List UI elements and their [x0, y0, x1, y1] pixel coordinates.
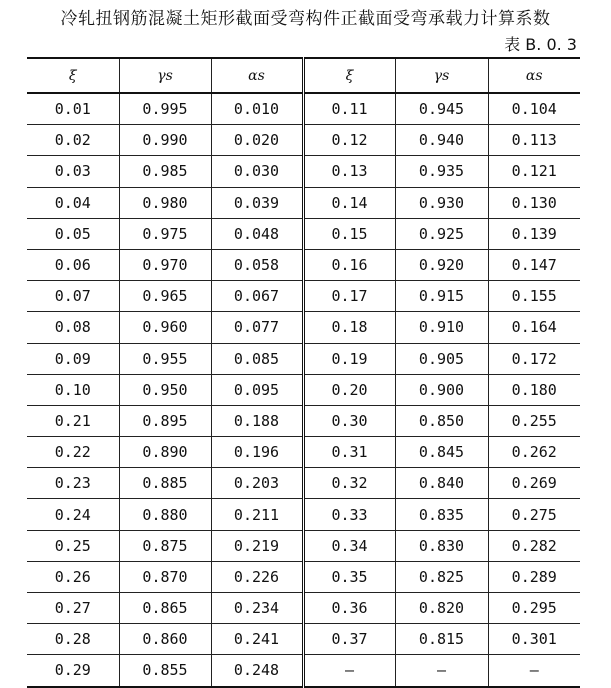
table-cell: 0.27	[27, 593, 119, 624]
table-row	[27, 249, 580, 280]
table-row	[27, 437, 580, 468]
table-cell: 0.085	[211, 343, 303, 374]
table-cell: 0.147	[488, 249, 580, 280]
table-cell: 0.241	[211, 624, 303, 655]
table-cell: 0.01	[27, 93, 119, 125]
table-number: 表 B. 0. 3	[504, 35, 577, 54]
table-cell: 0.870	[119, 561, 211, 592]
table-cell: 0.965	[119, 281, 211, 312]
table-cell: 0.915	[395, 281, 488, 312]
table-cell: 0.985	[119, 156, 211, 187]
column-header-alpha-s: αs	[488, 58, 580, 93]
table-cell: 0.067	[211, 281, 303, 312]
table-cell: 0.24	[27, 499, 119, 530]
table-cell: 0.18	[303, 312, 395, 343]
table-cell: 0.08	[27, 312, 119, 343]
table-cell: 0.262	[488, 437, 580, 468]
table-cell: 0.164	[488, 312, 580, 343]
table-cell: 0.14	[303, 187, 395, 218]
table-row	[27, 374, 580, 405]
table-cell: 0.11	[303, 93, 395, 125]
table-cell: 0.095	[211, 374, 303, 405]
table-cell: 0.945	[395, 93, 488, 125]
table-cell: 0.940	[395, 125, 488, 156]
table-cell: 0.34	[303, 530, 395, 561]
table-row	[27, 405, 580, 436]
table-cell: 0.269	[488, 468, 580, 499]
table-cell: 0.23	[27, 468, 119, 499]
table-cell: 0.289	[488, 561, 580, 592]
table-cell: 0.35	[303, 561, 395, 592]
table-cell: 0.155	[488, 281, 580, 312]
table-cell: 0.900	[395, 374, 488, 405]
table-cell: 0.20	[303, 374, 395, 405]
table-cell: 0.825	[395, 561, 488, 592]
table-cell: 0.885	[119, 468, 211, 499]
table-cell: 0.211	[211, 499, 303, 530]
table-cell: 0.12	[303, 125, 395, 156]
table-cell: —	[303, 655, 395, 687]
table-cell: 0.875	[119, 530, 211, 561]
page-title: 冷轧扭钢筋混凝土矩形截面受弯构件正截面受弯承载力计算系数	[60, 9, 551, 29]
table-row	[27, 218, 580, 249]
table-cell: 0.203	[211, 468, 303, 499]
table-cell: 0.15	[303, 218, 395, 249]
column-header-alpha-s: αs	[211, 58, 303, 93]
column-header-xi: ξ	[27, 58, 119, 93]
table-row	[27, 125, 580, 156]
table-cell: 0.22	[27, 437, 119, 468]
table-cell: 0.121	[488, 156, 580, 187]
table-cell: 0.28	[27, 624, 119, 655]
table-row	[27, 281, 580, 312]
table-cell: 0.30	[303, 405, 395, 436]
table-cell: 0.05	[27, 218, 119, 249]
table-cell: 0.139	[488, 218, 580, 249]
table-cell: 0.920	[395, 249, 488, 280]
table-cell: 0.31	[303, 437, 395, 468]
table-cell: 0.880	[119, 499, 211, 530]
table-cell: 0.19	[303, 343, 395, 374]
table-cell: 0.188	[211, 405, 303, 436]
table-cell: 0.990	[119, 125, 211, 156]
table-cell: 0.219	[211, 530, 303, 561]
table-row	[27, 93, 580, 125]
table-cell: 0.910	[395, 312, 488, 343]
table-cell: 0.301	[488, 624, 580, 655]
table-cell: 0.17	[303, 281, 395, 312]
table-cell: 0.130	[488, 187, 580, 218]
table-cell: 0.03	[27, 156, 119, 187]
table-cell: 0.10	[27, 374, 119, 405]
table-cell: 0.048	[211, 218, 303, 249]
table-cell: 0.930	[395, 187, 488, 218]
table-cell: 0.09	[27, 343, 119, 374]
table-cell: 0.855	[119, 655, 211, 687]
table-cell: 0.37	[303, 624, 395, 655]
table-cell: 0.955	[119, 343, 211, 374]
column-header-gamma-s: γs	[395, 58, 488, 93]
table-cell: 0.058	[211, 249, 303, 280]
table-cell: 0.25	[27, 530, 119, 561]
table-cell: 0.970	[119, 249, 211, 280]
table-cell: 0.255	[488, 405, 580, 436]
table-cell: 0.840	[395, 468, 488, 499]
table-cell: 0.234	[211, 593, 303, 624]
table-cell: 0.21	[27, 405, 119, 436]
table-cell: 0.975	[119, 218, 211, 249]
table-cell: 0.995	[119, 93, 211, 125]
table-cell: 0.172	[488, 343, 580, 374]
table-row	[27, 312, 580, 343]
table-cell: 0.010	[211, 93, 303, 125]
table-row	[27, 624, 580, 655]
table-cell: 0.835	[395, 499, 488, 530]
table-cell: 0.180	[488, 374, 580, 405]
table-row	[27, 468, 580, 499]
table-cell: 0.077	[211, 312, 303, 343]
table-cell: 0.04	[27, 187, 119, 218]
table-row	[27, 187, 580, 218]
table-row	[27, 343, 580, 374]
table-cell: 0.895	[119, 405, 211, 436]
table-row	[27, 156, 580, 187]
table-cell: 0.29	[27, 655, 119, 687]
table-cell: 0.226	[211, 561, 303, 592]
table-cell: 0.020	[211, 125, 303, 156]
table-cell: 0.13	[303, 156, 395, 187]
table-cell: 0.196	[211, 437, 303, 468]
table-row	[27, 499, 580, 530]
table-cell: 0.26	[27, 561, 119, 592]
table-row	[27, 593, 580, 624]
table-row	[27, 655, 580, 687]
table-cell: 0.295	[488, 593, 580, 624]
table-cell: 0.02	[27, 125, 119, 156]
table-cell: 0.32	[303, 468, 395, 499]
table-cell: 0.282	[488, 530, 580, 561]
table-cell: 0.07	[27, 281, 119, 312]
header-row	[27, 58, 580, 93]
column-header-xi: ξ	[303, 58, 395, 93]
table-cell: 0.16	[303, 249, 395, 280]
table-cell: 0.104	[488, 93, 580, 125]
table-cell: 0.845	[395, 437, 488, 468]
table-cell: —	[488, 655, 580, 687]
table-cell: 0.865	[119, 593, 211, 624]
table-cell: 0.33	[303, 499, 395, 530]
table-cell: —	[395, 655, 488, 687]
table-row	[27, 530, 580, 561]
table-body	[27, 93, 580, 687]
table-cell: 0.248	[211, 655, 303, 687]
table-cell: 0.36	[303, 593, 395, 624]
table-cell: 0.039	[211, 187, 303, 218]
table-cell: 0.935	[395, 156, 488, 187]
table-cell: 0.030	[211, 156, 303, 187]
table-cell: 0.275	[488, 499, 580, 530]
table-cell: 0.860	[119, 624, 211, 655]
table-cell: 0.905	[395, 343, 488, 374]
table-cell: 0.820	[395, 593, 488, 624]
table-cell: 0.850	[395, 405, 488, 436]
table-cell: 0.980	[119, 187, 211, 218]
table-cell: 0.830	[395, 530, 488, 561]
table-cell: 0.960	[119, 312, 211, 343]
table-cell: 0.815	[395, 624, 488, 655]
column-header-gamma-s: γs	[119, 58, 211, 93]
table-cell: 0.950	[119, 374, 211, 405]
table-row	[27, 561, 580, 592]
table-cell: 0.925	[395, 218, 488, 249]
table-cell: 0.890	[119, 437, 211, 468]
coefficient-table	[27, 57, 580, 688]
table-cell: 0.113	[488, 125, 580, 156]
table-cell: 0.06	[27, 249, 119, 280]
